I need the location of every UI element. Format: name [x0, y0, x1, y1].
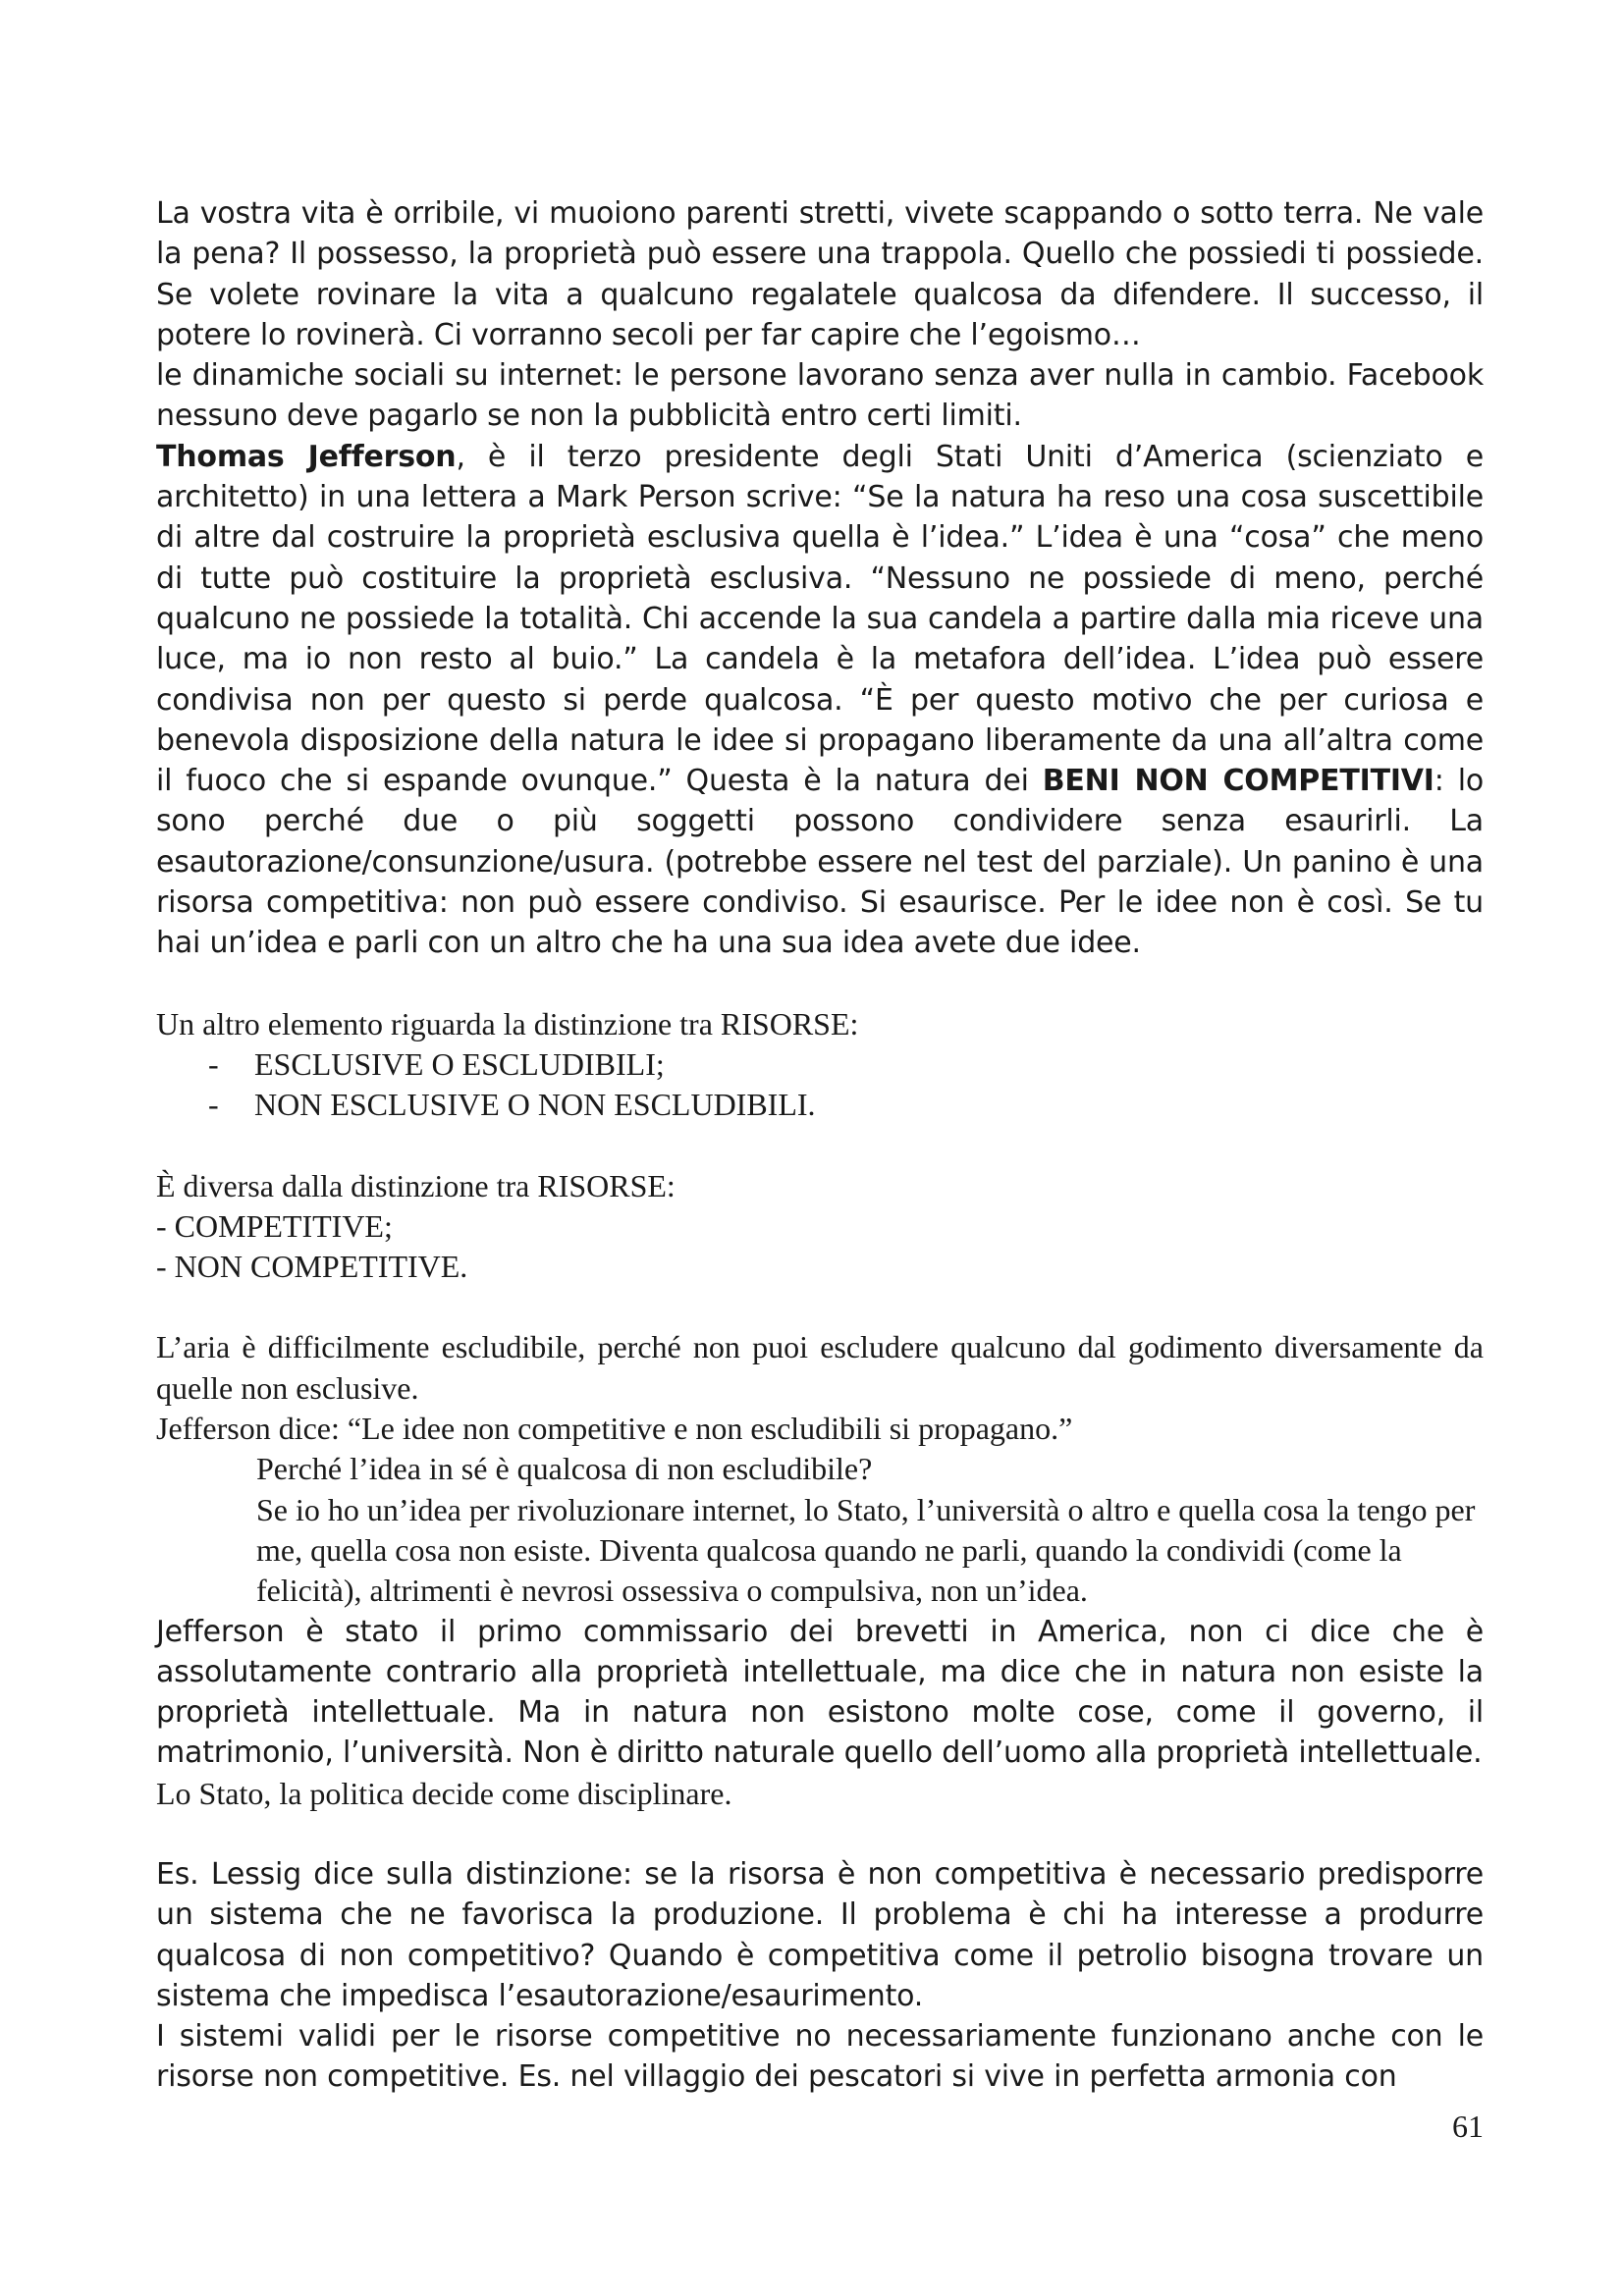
- paragraph-air: L’aria è difficilmente escludibile, perché non puoi escludere qualcuno dal godimento diversamente da quelle non esclusive.: [156, 1329, 1484, 1406]
- list-item: [156, 1044, 1484, 1085]
- paragraph-jefferson-patents: Jefferson è stato il primo commissario dei brevetti in America, non ci dice che è assolutamente contrario alla proprietà intellettuale, ma dice che in natura non esiste la proprietà intellettuale. Ma in natura non esistono molte cose, come il governo, il matrimonio, l’università. Non è diritto naturale quello dell’uomo alla proprietà intellettuale.: [156, 1614, 1484, 1771]
- paragraph-resources-competitive: È diversa dalla distinzione tra RISORSE:: [156, 1167, 676, 1203]
- list-item-competitive: - COMPETITIVE;: [156, 1207, 393, 1244]
- paragraph-state: Lo Stato, la politica decide come disciplinare.: [156, 1775, 732, 1811]
- paragraph-resources-exclusive: Un altro elemento riguarda la distinzione tra RISORSE:: [156, 1005, 859, 1041]
- spacer: [156, 1126, 1484, 1166]
- paragraph-indented-question: Perché l’idea in sé è qualcosa di non escludibile?: [256, 1451, 873, 1487]
- dash-bullet: -: [208, 1087, 219, 1123]
- paragraph-life: La vostra vita è orribile, vi muoiono parenti stretti, vivete scappando o sotto terra. Ne vale la pena? Il possesso, la proprietà può essere una trappola. Quello che possiedi ti possiede. Se volete rovinare la vita a qualcuno regalatele qualcosa da difendere. Il successo, il potere lo rovinerà. Ci vorranno secoli per far capire che l’egoismo…: [156, 196, 1484, 352]
- paragraph-indented-idea: Se io ho un’idea per rivoluzionare internet, lo Stato, l’università o altro e quella cosa la tengo per me, quella cosa non esiste. Diventa qualcosa quando ne parli, quando la condividi (come la felicità), altrimenti è nevrosi ossessiva o compulsiva, non un’idea.: [256, 1491, 1476, 1609]
- spacer: [156, 964, 1484, 1004]
- spacer: [156, 1287, 1484, 1327]
- list-item-text: NON ESCLUSIVE O NON ESCLUDIBILI.: [254, 1087, 816, 1123]
- dash-bullet: -: [208, 1045, 219, 1082]
- spacer: [156, 1814, 1484, 1854]
- paragraph-social-dynamics: le dinamiche sociali su internet: le persone lavorano senza aver nulla in cambio. Facebook nessuno deve pagarlo se non la pubblicità entro certi limiti.: [156, 358, 1484, 434]
- list-item: [156, 1085, 1484, 1125]
- jefferson-name: Thomas Jefferson: [156, 439, 457, 474]
- list-item-text: ESCLUSIVE O ESCLUDIBILI;: [254, 1045, 665, 1082]
- jefferson-text-a: , è il terzo presidente degli Stati Uniti d’America (scienziato e architetto) in una lettera a Mark Person scrive: “Se la natura ha reso una cosa suscettibile di altre dal costruire la proprietà esclusiva quella è l’idea.” L’idea è una “cosa” che meno di tutte può costituire la proprietà esclusiva. “Nessuno ne possiede di meno, perché qualcuno ne possiede la totalità. Chi accende la sua candela a partire dalla mia riceve una luce, ma io non resto al buio.” La candela è la metafora dell’idea. L’idea può essere condivisa non per questo si perde qualcosa. “È per questo motivo che per curiosa e benevola disposizione della natura le idee si propagano liberamente da una all’altra come il fuoco che si espande ovunque.” Questa è la natura dei: [156, 439, 1484, 799]
- list-exclusive: [156, 1044, 1484, 1126]
- beni-non-competitivi: BENI NON COMPETITIVI: [1042, 764, 1434, 799]
- document-page: [156, 193, 1484, 2098]
- paragraph-systems: I sistemi validi per le risorse competitive no necessariamente funzionano anche con le risorse non competitive. Es. nel villaggio dei pescatori si vive in perfetta armonia con: [156, 2019, 1484, 2095]
- jefferson-text-b: : lo sono perché due o più soggetti possono condividere senza esaurirli. La esautorazione/consunzione/usura. (potrebbe essere nel test del parziale). Un panino è una risorsa competitiva: non può essere condiviso. Si esaurisce. Per le idee non è così. Se tu hai un’idea e parli con un altro che ha una sua idea avete due idee.: [156, 764, 1484, 961]
- list-item-non-competitive: - NON COMPETITIVE.: [156, 1249, 468, 1285]
- paragraph-jefferson-letter: [156, 437, 1484, 964]
- paragraph-jefferson-quote: Jefferson dice: “Le idee non competitive e non escludibili si propagano.”: [156, 1411, 1073, 1447]
- page-number: 61: [1452, 2109, 1484, 2144]
- paragraph-lessig: Es. Lessig dice sulla distinzione: se la risorsa è non competitiva è necessario predisporre un sistema che ne favorisca la produzione. Il problema è chi ha interesse a produrre qualcosa di non competitivo? Quando è competitiva come il petrolio bisogna trovare un sistema che impedisca l’esautorazione/esaurimento.: [156, 1856, 1484, 2013]
